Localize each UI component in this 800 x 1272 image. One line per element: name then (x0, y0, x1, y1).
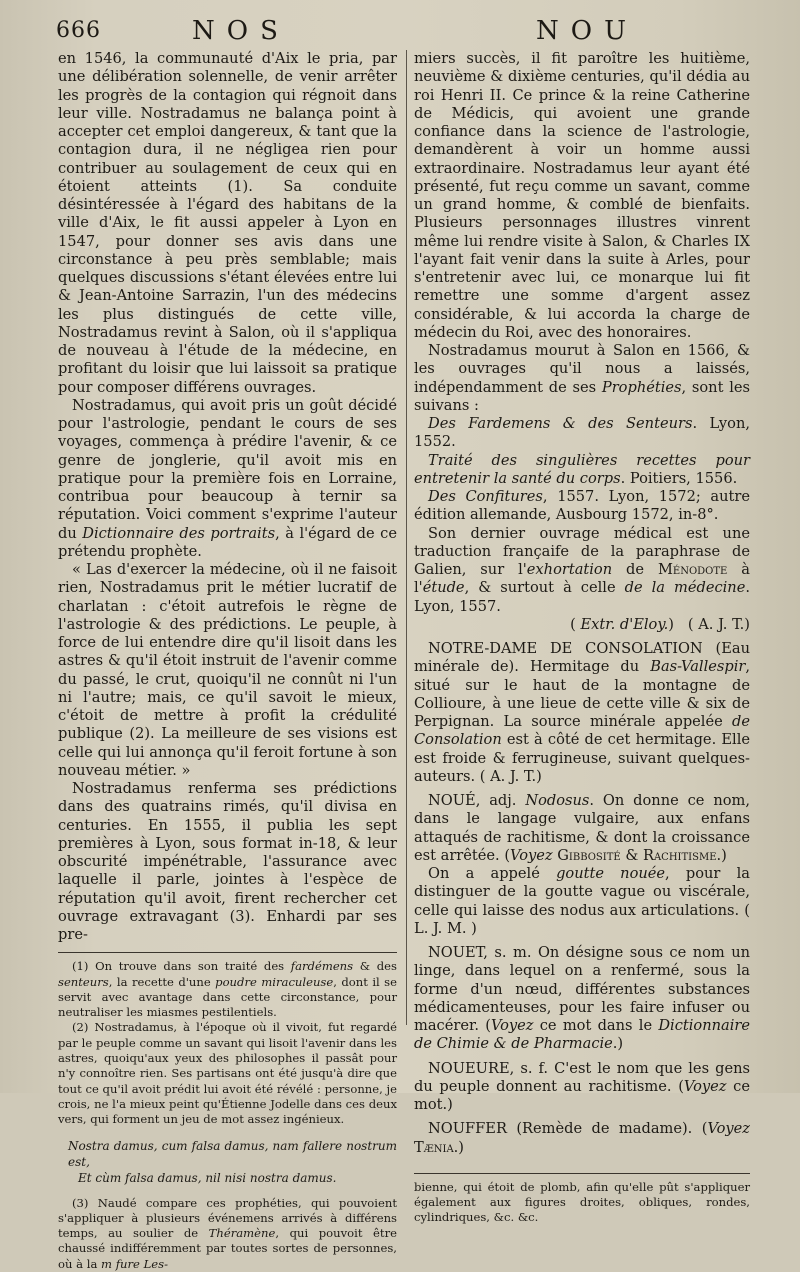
entry-nouet: NOUET, s. m. On désigne sous ce nom un linge, dans lequel on a renfermé, sous la forme d'un nœud, différentes substances médicamenteuses, pour les faire infuser ou macérer. (Voyez ce mot dans le Dictionnaire de Chimie & de Pharmacie.) (414, 944, 750, 1053)
headword-right: NOU (536, 16, 638, 46)
footnote-2: (2) Nostradamus, à l'époque où il vivoit, fut regardé par le peuple comme un savant qui lisoit l'avenir dans les astres, quoiqu'aux yeux des philosophes il passât pour n'y connoître rien. Ses partisans ont été jusqu'à dire que tout ce qu'il avoit prédit lui avoit été révélé : personne, je crois, ne l'a mieux peint qu'Étienne Jodelle dans ces deux vers, qui forment un jeu de mot assez ingénieux. (58, 1020, 397, 1127)
page-number: 666 (56, 18, 101, 43)
headword-left: NOS (192, 16, 290, 46)
footnote-separator (58, 952, 397, 953)
paragraph: Nostradamus mourut à Salon en 1566, & les ouvrages qu'il nous a laissés, indépendamment de ses Prophéties, sont les suivans : (414, 342, 750, 414)
paragraph: miers succès, il fit paroître les huitième, neuvième & dixième centuries, qu'il dédia au roi Henri II. Ce prince & la reine Catherine de Médicis, qui avoient une grande confiance dans la science de l'astrologie, demandèrent à voir un homme aussi extraordinaire. Nostradamus leur ayant été présenté, fut reçu comme un savant, comme un grand homme, & comblé de bienfaits. Plusieurs personnages illustres vinrent même lui rendre visite à Salon, & Charles IX l'ayant fait venir dans la suite à Arles, pour s'entretenir avec lui, ce monarque lui fit remettre une somme d'argent assez considérable, & lui accorda la charge de médecin du Roi, avec des honoraires. (414, 50, 750, 341)
paragraph: Nostradamus renferma ses prédictions dans des quatrains rimés, qu'il divisa en centuries. En 1555, il publia les sept premières à Lyon, sous format in-18, & leur obscurité impénétrable, l'assurance avec laquelle il parle, jointes à l'espèce de réputation qu'il avoit, firent rechercher cet ouvrage extravagant (3). Enhardi par ses pre- (58, 780, 397, 943)
work-entry: Traité des singulières recettes pour entretenir la santé du corps. Poitiers, 1556. (414, 451, 750, 487)
running-header (56, 16, 764, 46)
latin-verse: Nostra damus, cum falsa damus, nam fallere nostrum est, Et cùm falsa damus, nil nisi nostra damus. (68, 1138, 397, 1185)
footnote-1: (1) On trouve dans son traité des fardémens & des senteurs, la recette d'une poudre miraculeuse, dont il se servit avec avantage dans cette circonstance, pour neutraliser les miasmes pestilentiels. (58, 959, 397, 1020)
work-entry: Des Fardemens & des Senteurs. Lyon, 1552. (414, 415, 750, 451)
left-column (58, 50, 397, 1272)
footnote-3: (3) Naudé compare ces prophéties, qui pouvoient s'appliquer à plusieurs événemens arrivés à différens temps, au soulier de Théramène, qui pouvoit être chaussé indifféremment par toutes sortes de personnes, où à la m fure Les- (58, 1195, 397, 1271)
work-entry: Des Confitures, 1557. Lyon, 1572; autre édition allemande, Ausbourg 1572, in-8°. (414, 488, 750, 524)
signature: ( Extr. d'Eloy.) ( A. J. T.) (570, 615, 750, 633)
column-rule (406, 50, 407, 1025)
paragraph: Son dernier ouvrage médical est une traduction françaife de la paraphrase de Galien, sur l'exhortation de Ménodote à l'étude, & surtout à celle de la médecine. Lyon, 1557. (414, 524, 750, 615)
paragraph: en 1546, la communauté d'Aix le pria, par une délibération solennelle, de venir arrêter les progrès de la contagion qui régnoit dans leur ville. Nostradamus ne balança point à accepter cet emploi dangereux, & tant que la contagion dura, il ne négligea rien pour contribuer au soulagement de ceux qui en étoient atteints (1). Sa conduite désintéressée à l'égard des habitans de la ville d'Aix, le fit aussi appeler à Lyon en 1547, pour donner ses avis dans une circonstance à peu près semblable; mais quelques discussions s'étant élevées entre lui & Jean-Antoine Sarrazin, l'un des médecins les plus distingués de cette ville, Nostradamus revint à Salon, où il s'appliqua de nouveau à l'étude de la médecine, en profitant du loisir que lui laissoit sa pratique pour composer différens ouvrages. (58, 50, 397, 396)
entry-nouffer: NOUFFER (Remède de madame). (Voyez Tænia.) (414, 1120, 750, 1156)
right-column (414, 50, 750, 1226)
entry-noueure: NOUEURE, s. f. C'est le nom que les gens du peuple donnent au rachitisme. (Voyez ce mot.) (414, 1059, 750, 1113)
quotation: « Las d'exercer la médecine, où il ne faisoit rien, Nostradamus prit le métier lucratif de charlatan : c'étoit autrefois le règne de l'astrologie & des prédictions. Le peuple, à force de lui entendre dire qu'il lisoit dans les astres & qu'il étoit instruit de l'avenir comme du passé, le crut, quoiqu'il ne connût ni l'un ni l'autre; mais, ce qu'il savoit le mieux, c'étoit de mettre à profit la crédulité publique (2). La meilleure de ses visions est celle qui lui annonça qu'il feroit fortune à son nouveau métier. » (58, 561, 397, 779)
paragraph: On a appelé goutte nouée, pour la distinguer de la goutte vague ou viscérale, celle qui laisse des nodus aux articulations. ( L. J. M. ) (414, 865, 751, 937)
paragraph: Nostradamus, qui avoit pris un goût décidé pour l'astrologie, pendant le cours de ses voyages, commença à prédire l'avenir, & ce genre de jonglerie, qu'il avoit mis en pratique pour la première fois en Lorraine, contribua pour beaucoup à ternir sa réputation. Voici comment s'exprime l'auteur du Dictionnaire des portraits, à l'égard de ce prétendu prophète. (58, 396, 397, 560)
footnote-separator (414, 1173, 750, 1174)
entry-noue: NOUÉ, adj. Nodosus. On donne ce nom, dans le langage vulgaire, aux enfans attaqués de rachitisme, & dont la croissance est arrêtée. (Voyez Gibbosité & Rachitisme.) (414, 792, 751, 864)
entry-notre-dame-de-consolation: NOTRE-DAME DE CONSOLATION (Eau minérale de). Hermitage du Bas-Vallespir, situé sur le haut de la montagne de Collioure, à une lieue de cette ville & six de Perpignan. La source minérale appelée de Consolation est à côté de cet hermitage. Elle est froide & ferrugineuse, suivant quelques-auteurs. ( A. J. T.) (414, 640, 750, 785)
footnote-continuation: bienne, qui étoit de plomb, afin qu'elle pût s'appliquer également aux figures droites, obliques, rondes, cylindriques, &c. &c. (414, 1179, 750, 1225)
